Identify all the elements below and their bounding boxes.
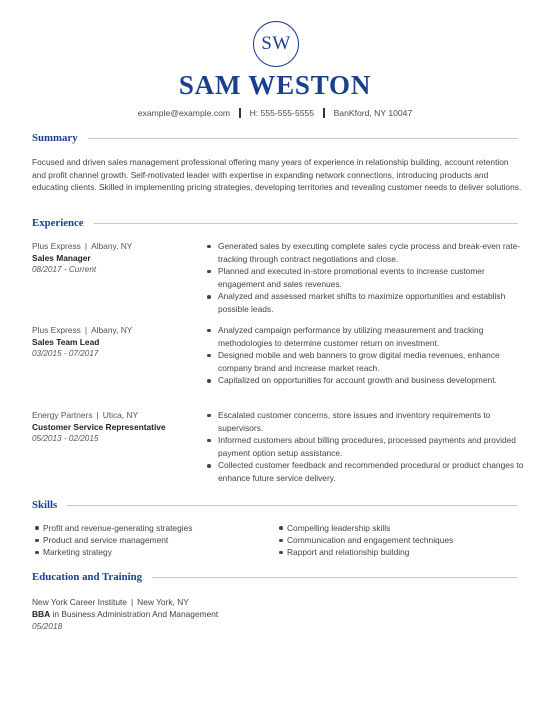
- job-dates: 03/2015 - 07/2017: [32, 349, 99, 358]
- skill-item: Communication and engagement techniques: [276, 534, 453, 546]
- school-city: New York, NY: [137, 597, 189, 607]
- bullet-item: Analyzed campaign performance by utilizing measurement and tracking methodologies to determine customer return on investment.: [207, 324, 525, 349]
- candidate-name: SAM WESTON: [178, 70, 372, 100]
- skills-heading: [32, 499, 518, 511]
- job-title: Customer Service Representative: [32, 422, 166, 432]
- school-line: New York Career Institute | New York, NY: [32, 597, 189, 607]
- job-dates: 05/2013 - 02/2015: [32, 434, 99, 443]
- skill-item: Product and service management: [32, 534, 192, 546]
- graduation-date: 05/2018: [32, 621, 63, 632]
- skill-item: Marketing strategy: [32, 546, 192, 558]
- section-rule: [67, 505, 518, 506]
- skill-item: Profit and revenue-generating strategies: [32, 522, 192, 534]
- job-city: Albany, NY: [91, 241, 133, 251]
- section-rule: [88, 138, 518, 139]
- skills-column-left: [32, 522, 192, 559]
- skills-column-right: [276, 522, 453, 559]
- job-city: Albany, NY: [91, 325, 133, 335]
- company: Plus Express: [32, 241, 81, 251]
- job-bullets: [207, 324, 525, 387]
- bullet-item: Escalated customer concerns, store issues and inventory requirements to supervisors.: [207, 409, 525, 434]
- bullet-item: Analyzed and assessed market shifts to maximize opportunities and establish possible leads.: [207, 290, 525, 315]
- job-bullets: [207, 240, 525, 316]
- school-name: New York Career Institute: [32, 597, 127, 607]
- experience-heading: [32, 217, 518, 229]
- location: BanKford, NY 10047: [333, 108, 413, 118]
- skill-item: Rapport and relationship building: [276, 546, 453, 558]
- section-rule: [152, 577, 518, 578]
- job-city: Utica, NY: [102, 410, 139, 420]
- bullet-item: Capitalized on opportunities for account growth and business development.: [207, 374, 525, 387]
- section-title: Skills: [32, 499, 58, 511]
- phone: H: 555-555-5555: [249, 108, 315, 118]
- job-dates: 08/2017 - Current: [32, 265, 97, 274]
- degree-field: in Business Administration And Management: [52, 609, 219, 620]
- bullet-item: Collected customer feedback and recommended procedural or product changes to enhance future service delivery.: [207, 459, 525, 484]
- employer-line: Plus Express | Albany, NY: [32, 241, 133, 251]
- monogram: SW: [253, 21, 299, 67]
- email: example@example.com: [137, 108, 231, 118]
- section-title: Summary: [32, 132, 78, 144]
- degree: BBA: [32, 609, 51, 620]
- section-title: Education and Training: [32, 571, 143, 583]
- degree-line: [32, 608, 522, 620]
- company: Plus Express: [32, 325, 81, 335]
- divider: [323, 108, 325, 118]
- bullet-item: Planned and executed in-store promotional events to increase customer engagement and sales revenues.: [207, 265, 525, 290]
- summary-heading: [32, 132, 518, 144]
- bullet-item: Designed mobile and web banners to grow digital media revenues, enhance company brand and increase market reach.: [207, 349, 525, 374]
- education-entry: [32, 596, 522, 633]
- skill-item: Compelling leadership skills: [276, 522, 453, 534]
- contact-line: [0, 108, 550, 118]
- employer-line: Energy Partners | Utica, NY: [32, 410, 139, 420]
- section-rule: [94, 223, 518, 224]
- education-heading: [32, 571, 518, 583]
- job-title: Sales Manager: [32, 253, 91, 263]
- job-title: Sales Team Lead: [32, 337, 100, 347]
- job-bullets: [207, 409, 525, 485]
- company: Energy Partners: [32, 410, 93, 420]
- employer-line: Plus Express | Albany, NY: [32, 325, 133, 335]
- section-title: Experience: [32, 217, 84, 229]
- divider: [239, 108, 241, 118]
- summary-text: Focused and driven sales management professional offering many years of experience in relationship building, account retention and profit channel growth. Self-motivated leader with expertise in expanding network connections, introducing products and educating clients. Skilled in implementing pricing strategies, developing territories and revealing customer needs to deliver solutions.: [32, 157, 522, 193]
- bullet-item: Informed customers about billing procedures, processed payments and provided payment option setup assistance.: [207, 434, 525, 459]
- bullet-item: Generated sales by executing complete sales cycle process and break-even rate-tracking through contract negotiations and close.: [207, 240, 525, 265]
